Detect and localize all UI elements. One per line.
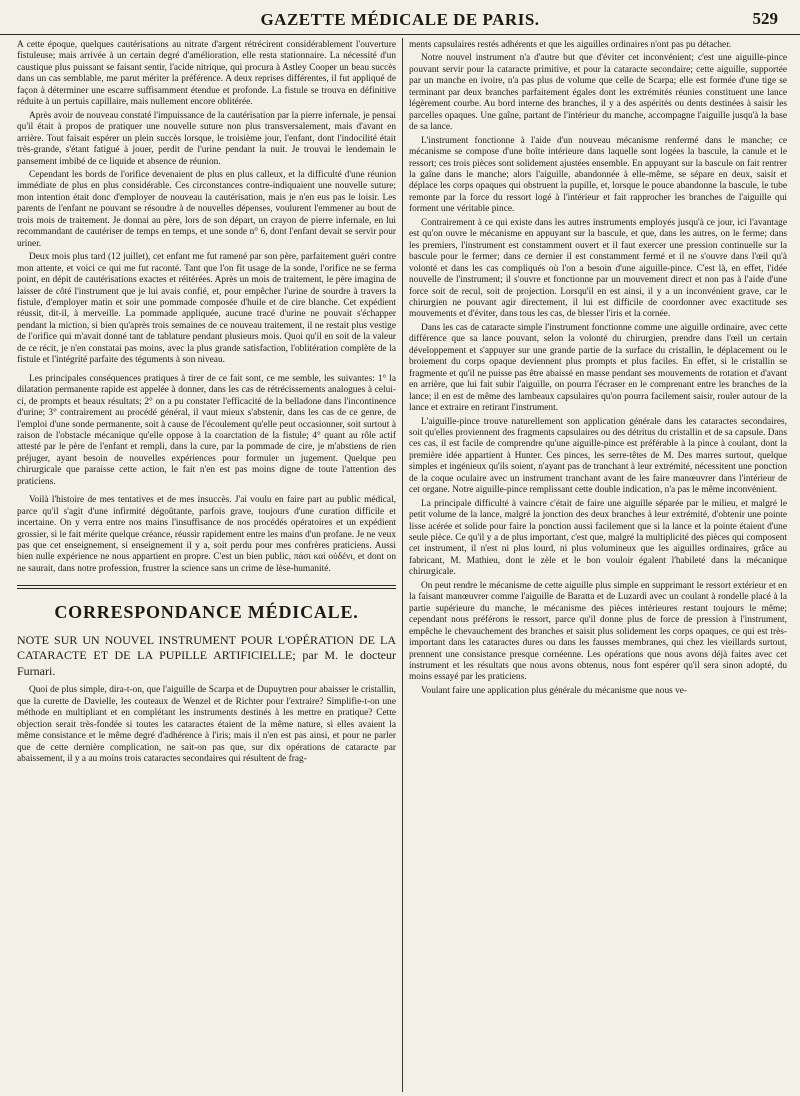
paragraph: Cependant les bords de l'orifice devenaient de plus en plus calleux, et la difficulté d'une réunion immédiate de plus en plus considérable. Ces circonstances contre-indiquaient une nouvelle suture; mon intention était donc d'employer de nouveau la cautérisation, mais je n'en eus pas le loisir. Les parents de l'enfant ne pouvant se résoudre à de nouvelles dépenses, voulurent l'emmener au bout de trois mois de traitement. Je donnai au père, lors de son départ, un crayon de pierre infernale, en lui recommandant de cautériser de temps en temps, et une sonde n° 6, dont l'enfant devait se servir pour uriner. <box>17 169 396 249</box>
paragraph: Les principales conséquences pratiques à tirer de ce fait sont, ce me semble, les suivantes: 1° la dilatation permanente rapide est appelée à donner, dans les cas de rétrécissements analogues à celui-ci, de prompts et beaux résultats; 2° on a pu constater l'efficacité de la belladone dans l'incontinence d'urine; 3° contrairement au procédé général, il vaut mieux s'abstenir, dans les cas de ce genre, de l'emploi d'une sonde permanente, soit à cause de l'écoulement qu'elle peut occasionner, soit surtout à raison de l'obstacle mécanique qu'elle oppose à la coarctation de la fistule; 4° quant au rôle actif attesté par le père de l'enfant et rempli, dans la cure, par la pommade de cire, je m'abstiens de rien préjuger, ayant besoin de nouvelles expériences pour formuler un jugement. Quelque peu chirurgicale que paraisse cette action, le fait n'en est pas moins digne de toute l'attention des praticiens. <box>17 373 396 487</box>
running-title: GAZETTE MÉDICALE DE PARIS. <box>260 10 540 29</box>
paragraph: La principale difficulté à vaincre c'était de faire une aiguille séparée par le milieu, et malgré le petit volume de la lance, malgré la jonction des deux branches à leur extrémité, d'obtenir une pointe lisse acérée et solide pour faire la ponction aussi facilement que si la lance et la pointe étaient d'une seule pièce. Ce qu'il y a de plus important, c'est que, malgré la multiplicité des pièces qui composent cet instrument, il n'est ni plus lourd, ni plus volumineux que les aiguilles ordinaires, grâce au fabricant, M. Mathieu, dont le zèle et le bon vouloir égalent l'habileté dans la mécanique chirurgicale. <box>409 498 787 578</box>
paragraph: On peut rendre le mécanisme de cette aiguille plus simple en supprimant le ressort extérieur et en la faisant manœuvrer comme l'aiguille de Baratta et de Luzardi avec un coulant à rondelle placé à la partie supérieure du manche, le mécanisme des pièces intérieures restant toujours le même; cependant nous préférons le ressort, parce qu'il donne plus de force de pression à l'instrument, empêche le chevauchement des branches et saisit plus solidement les corps opaques, ce qui est très-important dans les cataractes dures ou dans les fausses membranes, qui chez les vieillards surtout, prennent une consistance presque cornéenne. Les opérations que nous avons déjà faites avec cet instrument et les résultats que nous avons obtenus, nous font espérer qu'il sera sinon adopté, du moins essayé par les praticiens. <box>409 580 787 683</box>
paragraph: Après avoir de nouveau constaté l'impuissance de la cautérisation par la pierre infernale, je pensai qu'il était à propos de pratiquer une nouvelle suture non plus transversalement, mais d'avant en arrière. Tout faisait espérer un plein succès lorsque, le troisième jour, l'enfant, dont l'indocilité était très-grande, s'étant fatigué à jouer, perdit de l'urine pendant la nuit. Je trouvai le lendemain le pansement imbibé de ce liquide et absence de réunion. <box>17 110 396 167</box>
paragraph: Dans les cas de cataracte simple l'instrument fonctionne comme une aiguille ordinaire, avec cette différence que sa lance pouvant, selon la volonté du chirurgien, prendre dans l'œil un certain développement et s'appuyer sur une grande partie de la surface du cristallin, le déplacement ou le broiement du corps opaque deviennent plus prompts et plus faciles. En effet, si le cristallin se fragmente et qu'il ne puisse pas être abaissé en masse pendant ses mouvements de rotation et d'avant en arrière, que lui fait subir l'aiguille, on pourra l'écraser en le comprenant entre les branches de la lance; il en est de même des lambeaux capsulaires qu'on pourra facilement saisir, rouler autour de la lance et extraire en retirant l'instrument. <box>409 322 787 414</box>
paragraph: L'aiguille-pince trouve naturellement son application générale dans les cataractes secondaires, soit qu'elles proviennent des fragments capsulaires ou des détritus du cristallin et de sa capsule. Dans ces cas, il est facile de comprendre qu'une aiguille-pince est préférable à la pince à coulant, dont la première idée appartient à Hunter. Ces pinces, les serre-têtes de M. Des marres surtout, quelque simples et ingénieux qu'ils soient, n'ayant pas de tranchant à leur extrémité, nécessitent une ponction de la coque oculaire avec un instrument tranchant avant de les faire manœuvrer dans l'intérieur de cet organe. Notre aiguille-pince remplissant cette double indication, n'a pas le même inconvénient. <box>409 416 787 496</box>
paragraph: Voilà l'histoire de mes tentatives et de mes insuccès. J'ai voulu en faire part au public médical, parce qu'il s'agit d'une infirmité dégoûtante, parfois grave, toujours d'une curation difficile et incertaine. On y verra entre nos mains l'insuffisance de nos procédés opératoires et un expédient grossier, si le fait mérite quelque créance, réussir rapidement entre les mains d'un profane. Je ne veux pas que cet enseignement, si enseignement il y a, soit perdu pour mes confrères praticiens. Aussi bien nulle expérience ne nous appartient en propre. C'est un bien public, πάσι καὶ οὐδένι, et dont on ne saurait, dans notre profession, frustrer la science sans un crime de lèse-humanité. <box>17 495 396 574</box>
paragraph: A cette époque, quelques cautérisations au nitrate d'argent rétrécirent considérablement l'ouverture fistuleuse; mais arrivée à un certain degré d'amélioration, elle resta stationnaire. La nécessité d'un caustique plus puissant se faisant sentir, l'acide nitrique, qui procura à Astley Cooper un beau succès dans un cas semblable, me parut mériter la préférence. A deux reprises différentes, il fut appliqué de façon à déterminer une escarre suffisamment étendue et profonde. La fistule se trouva en définitive réduite à un pertuis capillaire, mais nullement encore oblitérée. <box>17 40 396 108</box>
section-divider <box>17 585 396 589</box>
section-title: CORRESPONDANCE MÉDICALE. <box>54 602 359 623</box>
left-column <box>17 40 396 1090</box>
paragraph: Voulant faire une application plus générale du mécanisme que nous ve- <box>421 685 688 696</box>
page-number: 529 <box>752 9 778 28</box>
right-column <box>409 40 787 1090</box>
paragraph: L'instrument fonctionne à l'aide d'un nouveau mécanisme renfermé dans le manche; ce mécanisme se compose d'une boîte intérieure dans laquelle sont logées la bascule, la canule et le ressort; ces trois pièces sont solidement ajustées ensemble. En appuyant sur la bascule on fait rentrer la gaîne dans le manche; alors l'aiguille, abandonnée à elle-même, se sépare en deux, saisit et déplace les corps opaques qui obstruent la pupille, et, lorsque le pouce abandonne la bascule, le tube remonte par la force du ressort logé à l'intérieur et fait rapprocher les branches de l'aiguille qui forment une véritable pince. <box>409 135 787 215</box>
article-title: NOTE SUR UN NOUVEL INSTRUMENT POUR L'OPÉRATION DE LA CATARACTE ET DE LA PUPILLE ARTIFICIELLE; par M. le docteur Furnari. <box>17 632 396 678</box>
paragraph: ments capsulaires restés adhérents et que les aiguilles ordinaires n'ont pas pu détacher. <box>409 40 732 50</box>
paragraph: Contrairement à ce qui existe dans les autres instruments employés jusqu'à ce jour, ici l'avantage est qu'on ouvre le mécanisme en appuyant sur la bascule, et que, dans les autres, on le ferme; dans les premiers, l'instrument est constamment ouvert et il faut exercer une pression continuelle sur la bascule pour le fermer; dans ce dernier il est constamment fermé et il ne s'ouvre dans l'œil qu'à volonté et dans les cas compliqués où l'on a besoin d'une aiguille-pince. C'est là, en effet, l'idée nouvelle de l'instrument; il s'ouvre et fonctionne par un mouvement direct et non pas à l'aide d'une force soit de recul, soit de projection. Lorsqu'il en est ainsi, il y a un inconvénient grave, car le chirurgien ne pouvant agir directement, il lui est difficile de coordonner avec exactitude ses mouvements et d'éviter, dans tous les cas, de blesser l'iris et la cornée. <box>409 217 787 320</box>
paragraph: Notre nouvel instrument n'a d'autre but que d'éviter cet inconvénient; c'est une aiguille-pince pouvant servir pour la cataracte primitive, et pour la cataracte secondaire; cette aiguille, supportée par un manche en ivoire, n'a pas plus de volume que celle de Scarpa; elle est formée d'une tige se terminant par deux branches parfaitement égales dont les extrémités réunies constituent une lance légèrement courbe. Au bord interne des branches, il y a des aspérités ou dents destinées à saisir les parcelles opaques. Une gaîne, partant de l'intérieur du manche, accompagne l'aiguille jusqu'à la base de sa lance. <box>409 53 787 133</box>
page-header <box>0 0 800 35</box>
column-divider <box>402 38 403 1092</box>
paragraph: Quoi de plus simple, dira-t-on, que l'aiguille de Scarpa et de Dupuytren pour abaisser le cristallin, que la curette de Davielle, les couteaux de Wenzel et de Richter pour l'extraire? Simplifie-t-on une méthode en multipliant et en complétant les instruments destinés à les mettre en pratique? Cette objection serait très-fondée si toutes les cataractes étaient de la même nature, si elles avaient la même consistance et le même degré d'adhérence à l'iris; mais il n'en est pas ainsi, et pour ne parler que de cette dernière complication, ne sait-on pas que, sur dix opérations de cataracte par abaissement, il y a au moins trois cataractes secondaires qui résultent de frag- <box>17 685 396 765</box>
paragraph: Deux mois plus tard (12 juillet), cet enfant me fut ramené par son père, parfaitement guéri contre mon attente, et voici ce qui me fut raconté. Tant que l'on fit usage de la sonde, l'orifice ne se ferma point, en dépit de cautérisations exactes et réitérées. Après un mois de traitement, le père imagina de laisser de côté l'instrument que je lui avais confié, et, pour empêcher l'urine de sourdre à travers la fistule, d'employer matin et soir une pommade composée d'huile et de cire blanche. Cet expédient réussit, dit-il, à merveille. La pommade appliquée, aucune tracé d'urine ne pouvait s'échapper pendant la miction, si bien qu'après trois semaines de ce nouveau traitement, il ne restait plus vestige de l'orifice qui m'avait donné tant de tablature pendant plusieurs mois. Quoi qu'il en soit de la valeur de ce récit, je n'en constatai pas moins, avec la plus grande satisfaction, l'oblitération complète de la fistule et l'intégrité parfaite des téguments à son niveau. <box>17 252 396 366</box>
